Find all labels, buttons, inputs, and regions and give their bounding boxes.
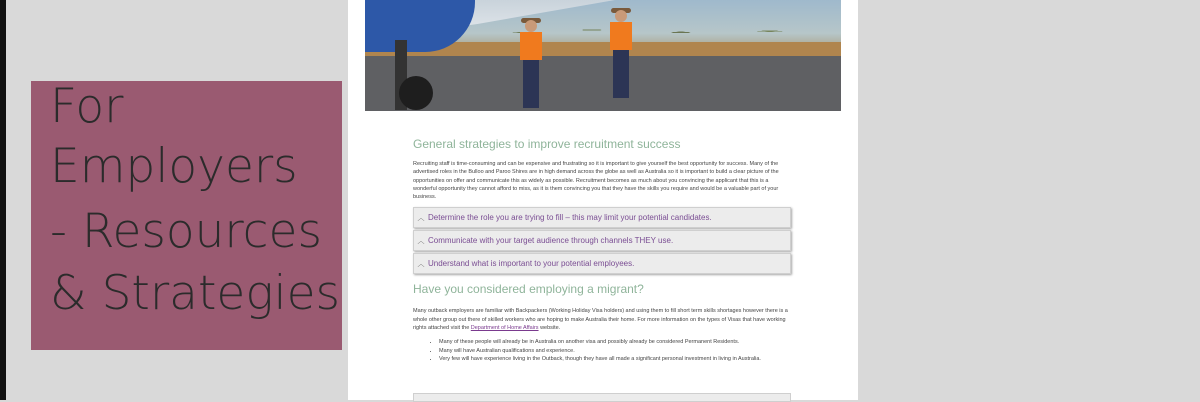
home-affairs-link[interactable]: Department of Home Affairs [470,325,539,332]
worker-figure [520,18,542,108]
title-banner [31,81,342,350]
accordion-label: Determine the role you are trying to fill – this may limit your potential candidates. [428,213,712,223]
hero-image-workers-at-airfield [365,0,841,111]
chevron-up-icon: ︿ [417,237,425,245]
accordion-item-partial[interactable] [413,393,791,402]
accordion-label: Understand what is important to your potential employees. [428,259,635,269]
banner-line-3: - Resources [50,204,322,259]
migrant-bullet-list [431,338,793,363]
banner-line-1: For [50,79,124,134]
left-edge-strip [0,0,6,400]
banner-line-4: & Strategies [50,266,340,321]
accordion-item-understand[interactable] [413,253,791,274]
page-content-panel [348,0,858,400]
section-heading-migrant: Have you considered employing a migrant? [413,282,644,297]
migrant-paragraph: Many outback employers are familiar with Backpackers (Working Holiday Visa holders) and using them to fill short term skills shortages however there is a whole other group out there of skilled workers who are hoping to make Australia their home. For more information on the types of Visas that have working rights attached visit the Department of Home Affairs website. [413,308,788,332]
section-heading-recruitment: General strategies to improve recruitment success [413,137,681,151]
recruitment-paragraph: Recruiting staff is time-consuming and can be expensive and frustrating so it is important to give yourself the best opportunity for success. Many of the advertised roles in the Bulloo and Paroo Shires are in high demand across the globe as well as Australia so it is important to build a clear picture of the opportunities on offer and communicate this as widely as possible. Recruitment becomes as much about you convincing the applicant that this is a wonderful opportunity they cannot afford to miss, as it is them convincing you that they have the skills you require and would be a valuable part of your business. [413,161,779,201]
accordion-item-determine-role[interactable] [413,207,791,228]
accordion-label: Communicate with your target audience through channels THEY use. [428,236,674,246]
accordion-item-communicate[interactable] [413,230,791,251]
list-item: • Many will have Australian qualifications and experience. [439,347,793,355]
banner-line-2: Employers [50,139,298,194]
list-item: • Many of these people will already be in Australia on another visa and possibly already be considered Permanent Residents. [439,338,793,346]
worker-figure [610,8,632,98]
main-content [413,137,793,363]
chevron-up-icon: ︿ [417,214,425,222]
list-item: • Very few will have experience living in the Outback, though they have all made a significant personal investment in living in Australia. [439,355,793,363]
plane-wheel [399,76,433,110]
chevron-up-icon: ︿ [417,260,425,268]
